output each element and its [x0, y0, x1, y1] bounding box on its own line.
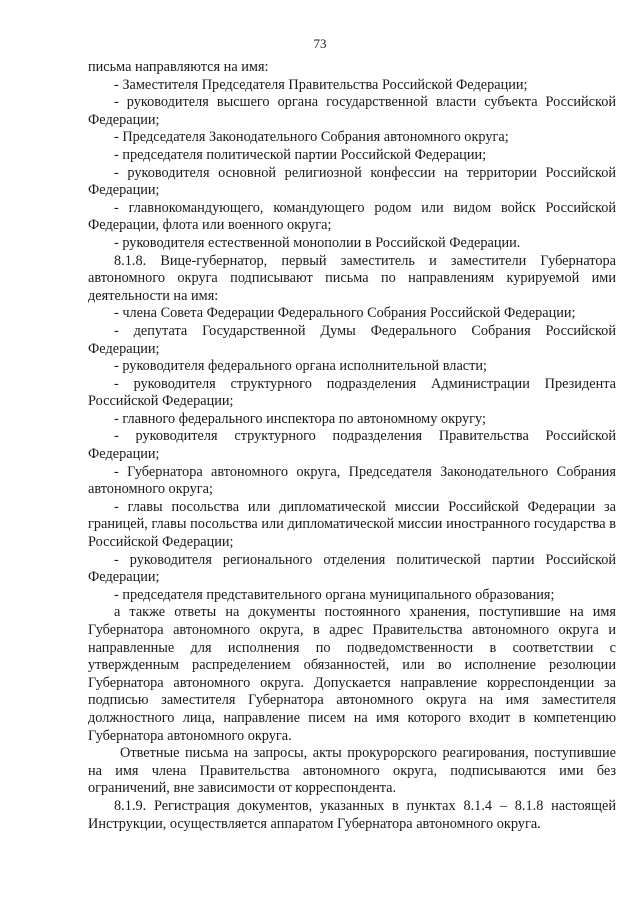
list-item: - главы посольства или дипломатической миссии Российской Федерации за границей, главы посольства или дипломатической миссии иностранного государства в Российской Федерации; — [88, 498, 616, 551]
list-item: - Губернатора автономного округа, Председателя Законодательного Собрания автономного округа; — [88, 463, 616, 498]
document-body — [88, 59, 616, 833]
intro-line: письма направляются на имя: — [88, 59, 269, 75]
list-item: - руководителя федерального органа исполнительной власти; — [114, 358, 488, 375]
page-number: 73 — [313, 36, 327, 51]
list-item: - руководителя структурного подразделения Администрации Президента Российской Федерации; — [88, 375, 616, 410]
list-item: - руководителя основной религиозной конфессии на территории Российской Федерации; — [88, 164, 616, 199]
paragraph-replies: Ответные письма на запросы, акты прокурорского реагирования, поступившие на имя члена Правительства автономного округа, подписываются ими без ограничений, вне зависимости от корреспондента. — [88, 745, 616, 797]
list-item: - главнокомандующего, командующего родом или видом войск Российской Федерации, флота или военного округа; — [88, 199, 616, 234]
list-item: - депутата Государственной Думы Федерального Собрания Российской Федерации; — [88, 322, 616, 357]
list-item: - руководителя естественной монополии в Российской Федерации. — [114, 234, 521, 251]
list-item: - руководителя регионального отделения политической партии Российской Федерации; — [88, 551, 616, 586]
paragraph-8-1-8: 8.1.8. Вице-губернатор, первый заместитель и заместители Губернатора автономного округа подписывают письма по направлениям курируемой ими деятельности на имя: — [88, 252, 616, 304]
list-item: - руководителя высшего органа государственной власти субъекта Российской Федерации; — [88, 94, 616, 128]
list-item: - председателя представительного органа муниципального образования; — [114, 586, 555, 603]
paragraph-also: а также ответы на документы постоянного хранения, поступившие на имя Губернатора автономного округа, в адрес Правительства автономного округа и направленные для исполнения по подведомственности в соответствии с утвержденным распределением обязанностей, или во исполнение резолюции Губернатора автономного округа. Допускается направление корреспонденции за подписью заместителя Губернатора автономного округа на имя заместителя должностного лица, направление писем на имя которого входит в компетенцию Губернатора автономного округа. — [88, 604, 616, 744]
list-item: - Заместителя Председателя Правительства Российской Федерации; — [114, 76, 528, 93]
list-item: - Председателя Законодательного Собрания автономного округа; — [114, 129, 509, 146]
list-item: - председателя политической партии Российской Федерации; — [114, 146, 487, 163]
list-item: - руководителя структурного подразделения Правительства Российской Федерации; — [88, 428, 616, 463]
list-item: - члена Совета Федерации Федерального Собрания Российской Федерации; — [114, 305, 576, 322]
list-item: - главного федерального инспектора по автономному округу; — [114, 410, 486, 427]
paragraph-8-1-9: 8.1.9. Регистрация документов, указанных в пунктах 8.1.4 – 8.1.8 настоящей Инструкции, осуществляется аппаратом Губернатора автономного округа. — [88, 797, 616, 832]
